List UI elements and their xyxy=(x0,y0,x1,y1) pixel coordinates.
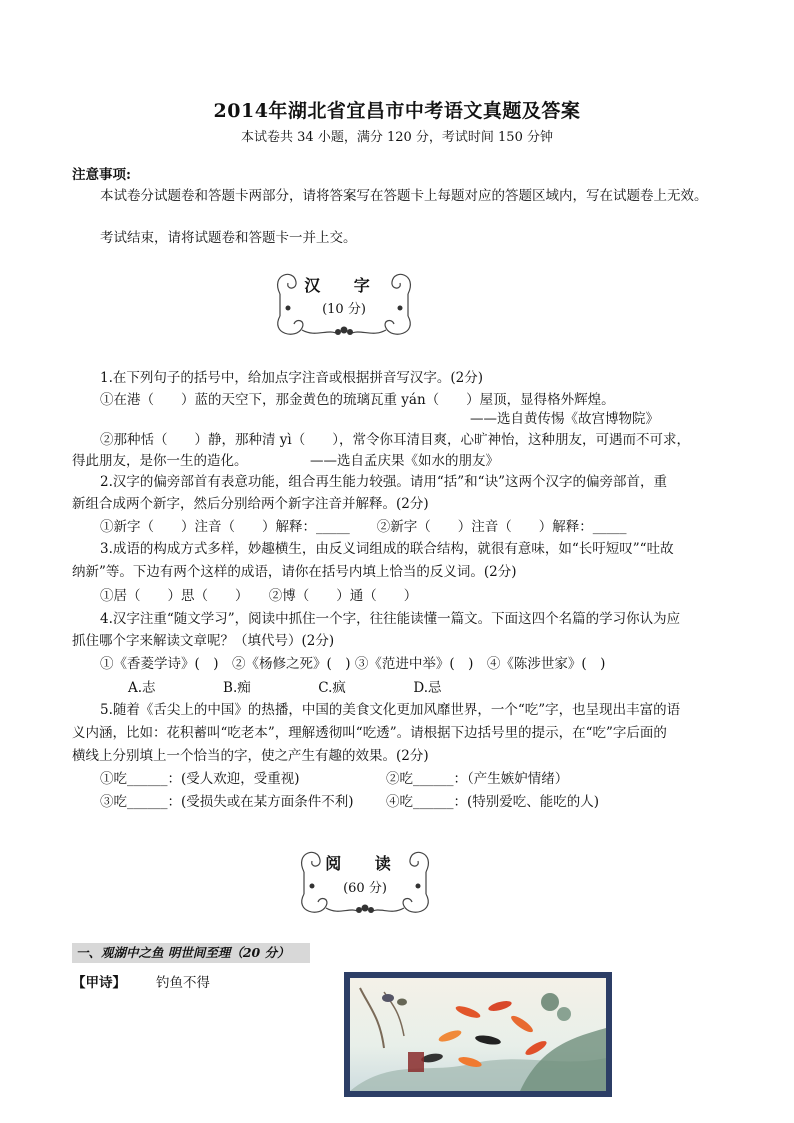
page-title: 2014年湖北省宜昌市中考语文真题及答案 xyxy=(213,100,581,122)
q4-options: A.志 B.痴 C.疯 D.忌 xyxy=(128,680,442,696)
q1-item-b-line-1: ②那种恬（ ）静，那种清 yì（ ），常令你耳清目爽，心旷神怡，这种朋友，可遇而不可求， xyxy=(100,432,690,448)
q4-stem-line-2: 抓住哪个字来解读文章呢？（填代号）(2分) xyxy=(72,633,335,649)
section-title-yuedu: 阅 读 xyxy=(325,854,405,873)
q1-item-b-line-2: 得此朋友，是你一生的造化。 xyxy=(72,453,248,469)
section-title-hanzi: 汉 字 xyxy=(304,276,384,295)
q5-stem-line-3: 横线上分别填上一个恰当的字，使之产生有趣的效果。(2分) xyxy=(72,748,429,764)
section-banner-hanzi xyxy=(266,264,422,342)
q1-item-b-source: ——选自孟庆果《如水的朋友》 xyxy=(310,453,499,469)
q5-stem-line-2: 义内涵，比如：花积蓄叫“吃老本”，理解透彻叫“吃透”。请根据下边括号里的提示，在“吃”字后面的 xyxy=(72,725,667,741)
poem-label: 【甲诗】 xyxy=(72,975,126,991)
q3-stem-line-2: 纳新”等。下边有两个这样的成语，请你在括号内填上恰当的反义词。(2分) xyxy=(72,564,517,580)
q2-stem-line-2: 新组合成两个新字，然后分别给两个新字注音并解释。(2分) xyxy=(72,496,429,512)
notice-line-1: 本试卷分试题卷和答题卡两部分，请将答案写在答题卡上每题对应的答题区域内，写在试题卷上无效。 xyxy=(100,188,708,204)
q4-items: ①《香菱学诗》( ) ②《杨修之死》( ) ③《范进中举》( ) ④《陈涉世家》( ) xyxy=(100,656,606,672)
q3-answer: ①居（ ）思（ ） ②博（ ）通（ ） xyxy=(100,588,418,604)
section-banner-yuedu xyxy=(290,842,440,920)
q2-answer: ①新字（ ）注音（ ）解释：_____ ②新字（ ）注音（ ）解释：_____ xyxy=(100,519,627,535)
koi-painting-image xyxy=(344,972,612,1097)
section-score-hanzi: (10 分) xyxy=(322,302,366,317)
q2-stem-line-1: 2.汉字的偏旁部首有表意功能，组合再生能力较强。请用“括”和“诀”这两个汉字的偏旁部首，重 xyxy=(100,474,667,490)
q3-stem-line-1: 3.成语的构成方式多样，妙趣横生，由反义词组成的联合结构，就很有意味，如“长吁短叹”“吐故 xyxy=(100,541,674,557)
notice-line-2: 考试结束，请将试题卷和答题卡一并上交。 xyxy=(100,230,357,246)
q1-item-a: ①在港（ ）蓝的天空下，那金黄色的琉璃瓦重 yán（ ）屋顶，显得格外辉煌。 xyxy=(100,392,615,408)
q1-item-a-source: ——选自黄传惕《故宫博物院》 xyxy=(470,411,659,427)
notice-heading: 注意事项: xyxy=(72,167,131,183)
q5-answer-1: ①吃______：(受人欢迎，受重视) xyxy=(100,771,300,787)
q5-stem-line-1: 5.随着《舌尖上的中国》的热播，中国的美食文化更加风靡世界，一个“吃”字，也呈现出丰富的语 xyxy=(100,702,681,718)
q1-stem: 1.在下列句子的括号中，给加点字注音或根据拼音写汉字。(2分) xyxy=(100,370,484,386)
poem-title: 钓鱼不得 xyxy=(156,975,210,991)
page-subtitle: 本试卷共 34 小题，满分 120 分，考试时间 150 分钟 xyxy=(241,130,553,145)
q4-stem-line-1: 4.汉字注重“随文学习”，阅读中抓住一个字，往往能读懂一篇文。下面这四个名篇的学习你认为应 xyxy=(100,611,681,627)
q5-answer-3: ③吃______：(受损失或在某方面条件不利) xyxy=(100,794,354,810)
q5-answer-4: ④吃______：(特别爱吃、能吃的人) xyxy=(386,794,600,810)
section-score-yuedu: (60 分) xyxy=(343,881,387,896)
koi-fish-illustration-icon xyxy=(350,978,606,1091)
reading-section-heading: 一、观湖中之鱼 明世间至理（20 分） xyxy=(72,943,310,963)
q5-answer-2: ②吃______：（产生嫉妒情绪） xyxy=(386,771,569,787)
